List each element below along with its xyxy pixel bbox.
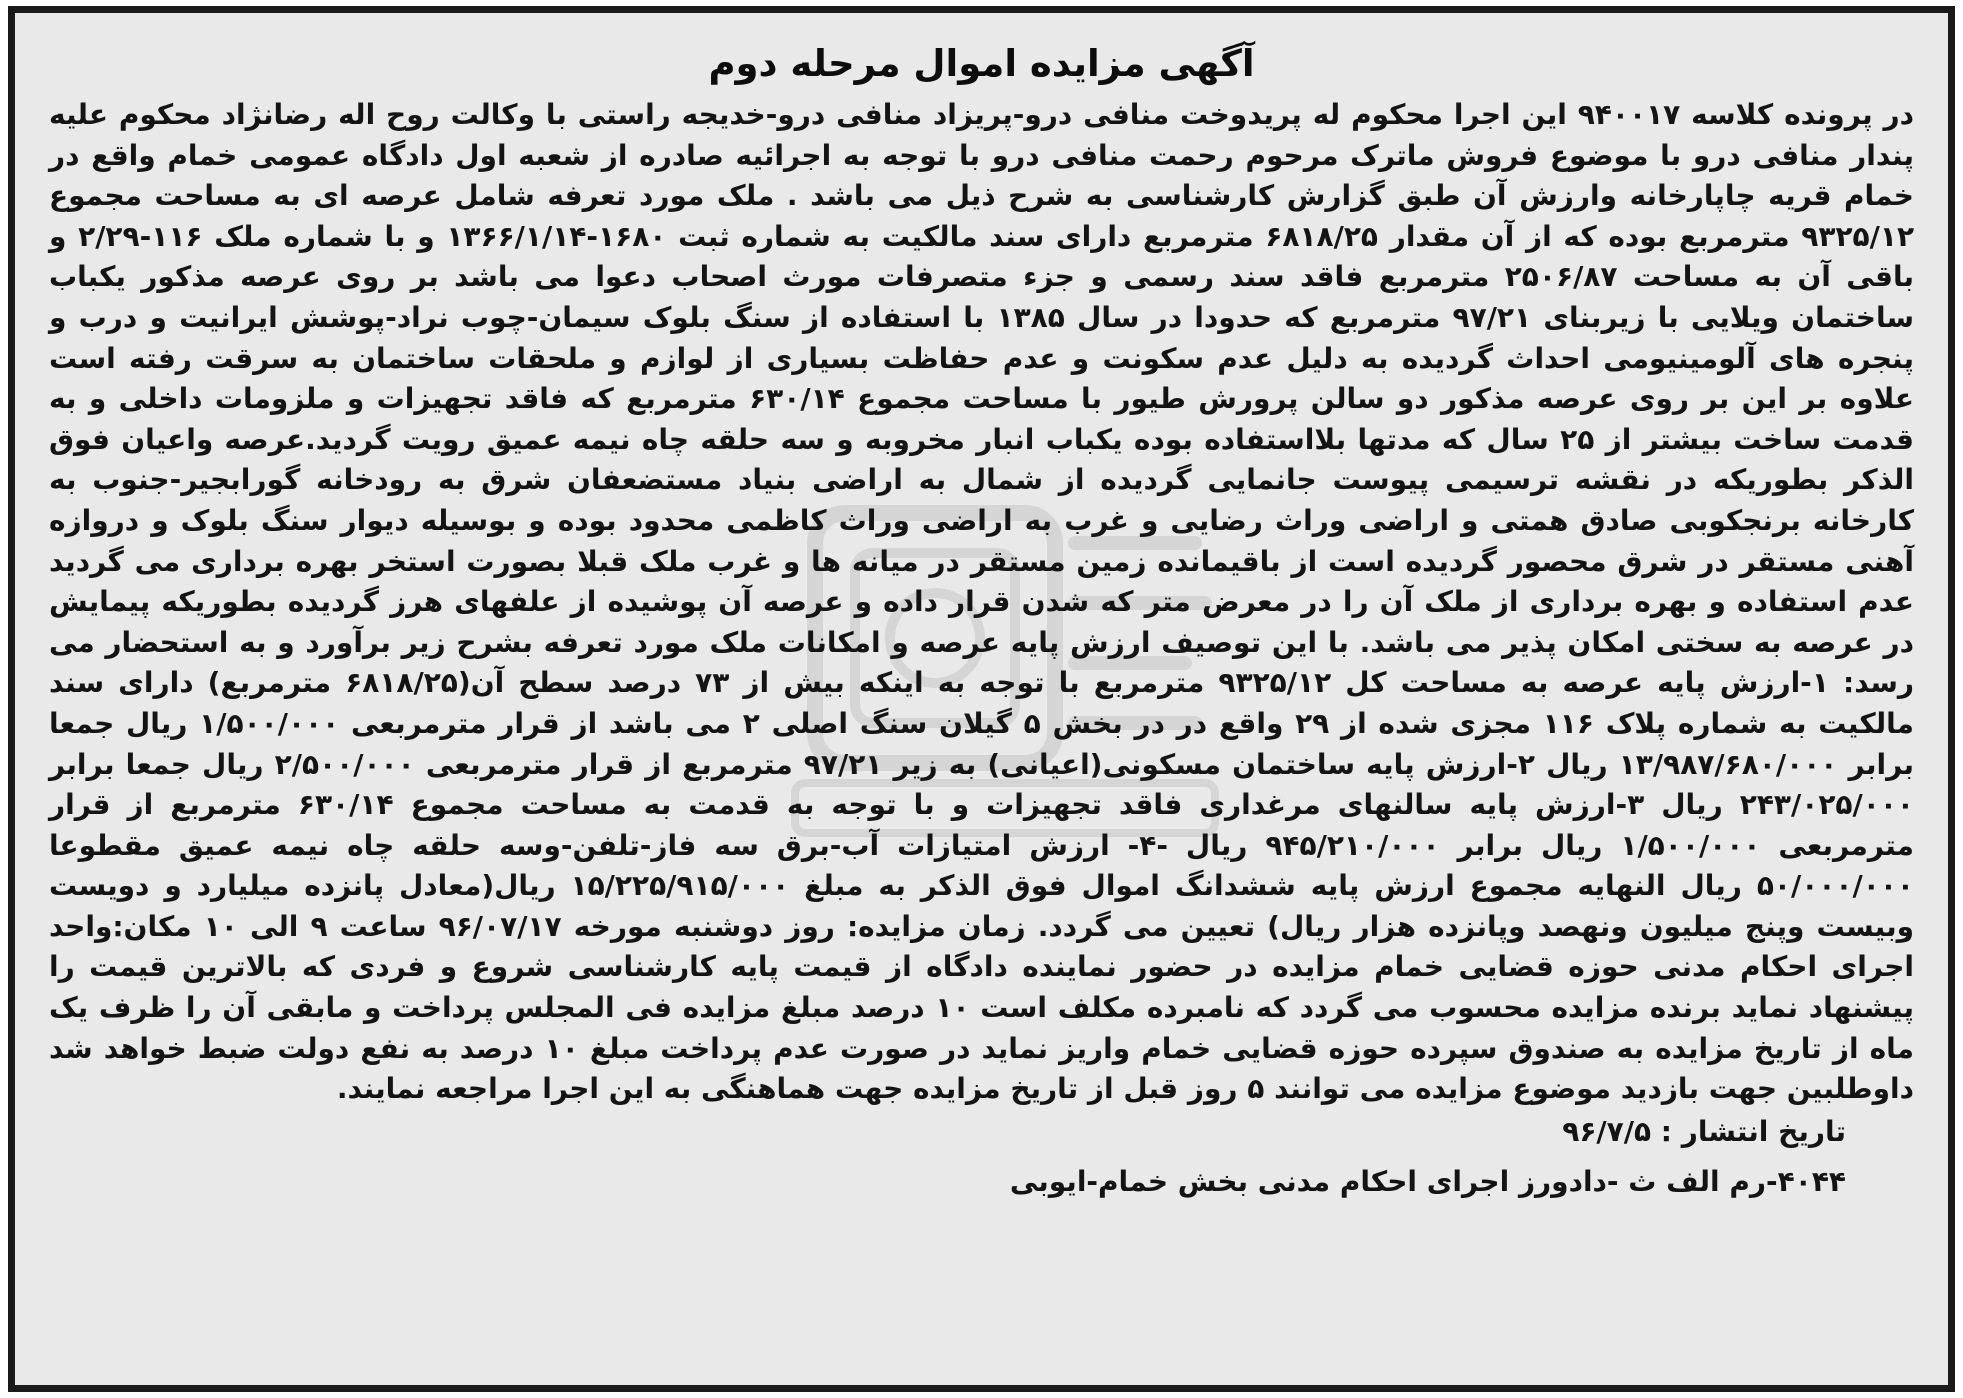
notice-frame	[8, 6, 1955, 1392]
notice-title: آگهی مزایده اموال مرحله دوم	[708, 42, 1255, 85]
publish-date: تاریخ انتشار : ۹۶/۷/۵	[1562, 1114, 1846, 1148]
notice-content	[49, 35, 1914, 1204]
notice-signature: ۴۰۴۴-رم الف ث -دادورز اجرای احکام مدنی بخش خمام-ایوبی	[1009, 1164, 1846, 1198]
notice-body: در پرونده کلاسه ۹۴۰۰۱۷ این اجرا محکوم له پریدوخت منافی درو-پریزاد منافی درو-خدیجه راستی با وکالت روح اله رضانژاد محکوم علیه پندار منافی درو با موضوع فروش ماترک مرحوم رحمت منافی درو با توجه به اجرائیه صادره از شعبه اول دادگاه عمومی خمام واقع در خمام قریه چاپارخانه وارزش آن طبق گزارش کارشناسی به شرح ذیل می باشد . ملک مورد تعرفه شامل عرصه ای به مساحت مجموع ۹۳۲۵/۱۲ مترمربع بوده که از آن مقدار ۶۸۱۸/۲۵ مترمربع دارای سند مالکیت به شماره ثبت ۱۶۸۰-۱۳۶۶/۱/۱۴ و با شماره ملک ۱۱۶-۲/۲۹ و باقی آن به مساحت ۲۵۰۶/۸۷ مترمربع فاقد سند رسمی و جزء متصرفات مورث اصحاب دعوا می باشد بر روی عرصه مذکور یکباب ساختمان ویلایی با زیربنای ۹۷/۲۱ مترمربع که حدودا در سال ۱۳۸۵ با استفاده از سنگ بلوک سیمان-چوب نراد-پوشش ایرانیت و درب و پنجره های آلومینیومی احداث گردیده به دلیل عدم سکونت و عدم حفاظت بسیاری از لوازم و ملحقات ساختمان به سرقت رفته است علاوه بر این بر روی عرصه مذکور دو سالن پرورش طیور با مساحت مجموع ۶۳۰/۱۴ مترمربع که فاقد تجهیزات و ملزومات داخلی و به قدمت ساخت بیشتر از ۲۵ سال که مدتها بلااستفاده بوده یکباب انبار مخروبه و سه حلقه چاه نیمه عمیق رویت گردید.عرصه واعیان فوق الذکر بطوریکه در نقشه ترسیمی پیوست جانمایی گردیده از شمال به اراضی بنیاد مستضعفان شرق به رودخانه گورابجیر-جنوب به کارخانه برنجکوبی صادق همتی و اراضی وراث رضایی و غرب به اراضی وراث کاظمی محدود بوده و بوسیله دیوار سنگ بلوک و دروازه آهنی مستقر در شرق محصور گردیده است از باقیمانده زمین مستقر در میانه ها و غرب ملک قبلا بصورت استخر بهره برداری می گردید عدم استفاده و بهره برداری از ملک آن را در معرض متر که شدن قرار داده و عرصه آن پوشیده از علفهای هرز گردیده بطوریکه پیمایش در عرصه به سختی امکان پذیر می باشد. با این توصیف ارزش پایه عرصه و امکانات ملک مورد تعرفه بشرح زیر برآورد و به استحضار می رسد: ۱-ارزش پایه عرصه به مساحت کل ۹۳۲۵/۱۲ مترمربع با توجه به اینکه بیش از ۷۳ درصد سطح آن(۶۸۱۸/۲۵ مترمربع) دارای سند مالکیت به شماره پلاک ۱۱۶ مجزی شده از ۲۹ واقع در در بخش ۵ گیلان سنگ اصلی ۲ می باشد از قرار مترمربعی ۱/۵۰۰/۰۰۰ ریال جمعا برابر ۱۳/۹۸۷/۶۸۰/۰۰۰ ریال ۲-ارزش پایه ساختمان مسکونی(اعیانی) به زیر ۹۷/۲۱ مترمربع از قرار مترمربعی ۲/۵۰۰/۰۰۰ ریال جمعا برابر ۲۴۳/۰۲۵/۰۰۰ ریال ۳-ارزش پایه سالنهای مرغداری فاقد تجهیزات و با توجه به قدمت به مساحت مجموع ۶۳۰/۱۴ مترمربع از قرار مترمربعی ۱/۵۰۰/۰۰۰ ریال برابر ۹۴۵/۲۱۰/۰۰۰ ریال -۴- ارزش امتیازات آب-برق سه فاز-تلفن-وسه حلقه چاه نیمه عمیق مقطوعا ۵۰/۰۰۰/۰۰۰ ریال النهایه مجموع ارزش پایه ششدانگ اموال فوق الذکر به مبلغ ۱۵/۲۲۵/۹۱۵/۰۰۰ ریال(معادل پانزده میلیارد و دویست وبیست وپنج میلیون ونهصد وپانزده هزار ریال) تعیین می گردد. زمان مزایده: روز دوشنبه مورخه ۹۶/۰۷/۱۷ ساعت ۹ الی ۱۰ مکان:واحد اجرای احکام مدنی حوزه قضایی خمام مزایده در حضور نماینده دادگاه از قیمت پایه کارشناسی شروع و فردی که بالاترین قیمت را پیشنهاد نماید برنده مزایده محسوب می گردد که نامبرده مکلف است ۱۰ درصد مبلغ مزایده فی المجلس پرداخت و مابقی آن را ظرف یک ماه از تاریخ مزایده به صندوق سپرده حوزه قضایی خمام واریز نماید در صورت عدم پرداخت مبلغ ۱۰ درصد به نفع دولت ضبط خواهد شد داوطلبین جهت بازدید موضوع مزایده می توانند ۵ روز قبل از تاریخ مزایده جهت هماهنگی به این اجرا مراجعه نمایند.	[49, 98, 1915, 1106]
